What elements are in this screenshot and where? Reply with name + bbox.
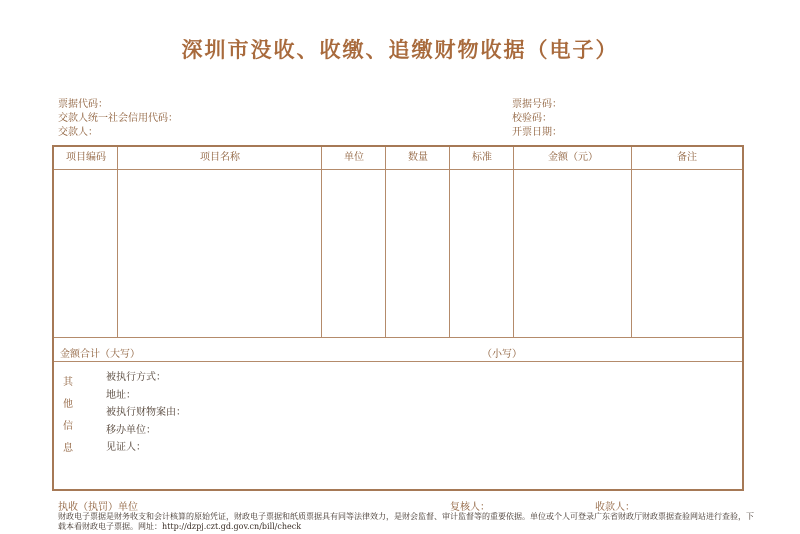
side-char: 信 [63,421,73,432]
reviewer-label: 复核人： [450,502,490,513]
header-amount: 金额（元） [548,152,598,163]
other-info-side-label [60,372,76,460]
column-divider [321,147,322,337]
total-capital-label: 金额合计（大写） [60,349,140,360]
payee-label: 收款人： [595,502,635,513]
column-divider [385,147,386,337]
totals-divider [54,361,742,362]
side-char: 他 [63,399,73,410]
address-label: 地址： [106,389,136,401]
total-small-label: （小写） [482,349,522,360]
receipt-table [52,145,744,491]
executing-unit-label: 执收（执罚）单位 [58,502,138,513]
case-reason-label: 被执行财物案由： [106,407,186,418]
bill-number-label: 票据号码： [512,99,562,110]
header-divider [54,169,742,170]
payer-credit-code-label: 交款人统一社会信用代码： [58,113,178,124]
receipt-title: 深圳市没收、收缴、追缴财物收据（电子） [181,37,619,62]
meta-left [58,98,178,140]
column-divider [513,147,514,337]
column-divider [117,147,118,337]
transfer-unit-label: 移办单位： [106,424,156,436]
header-standard: 标准 [472,152,492,163]
header-remarks: 备注 [677,152,697,163]
other-info-lines [106,369,186,457]
header-unit: 单位 [344,152,364,163]
bill-code-label: 票据代码： [58,99,108,110]
column-divider [449,147,450,337]
issue-date-label: 开票日期： [512,127,562,138]
check-code-label: 校验码： [512,113,552,124]
side-char: 其 [63,377,73,388]
header-quantity: 数量 [408,152,428,163]
witness-label: 见证人： [106,442,146,453]
column-divider [631,147,632,337]
side-char: 息 [63,443,73,454]
execution-method-label: 被执行方式： [106,372,166,383]
header-item-name: 项目名称 [200,152,240,163]
meta-right [512,98,562,140]
header-item-code: 项目编码 [66,152,106,163]
payer-label: 交款人： [58,127,98,138]
body-divider [54,337,742,338]
legal-notice: 财政电子票据是财务收支和会计核算的原始凭证，财政电子票据和纸质票据具有同等法律效力，是财会监督、审计监督等的重要依据。单位或个人可登录广东省财政厅财政票据查验网站进行查验，下载本看财政电子票据。网址：http://dzpj.czt.gd.gov.cn/bill/check [58,512,754,531]
